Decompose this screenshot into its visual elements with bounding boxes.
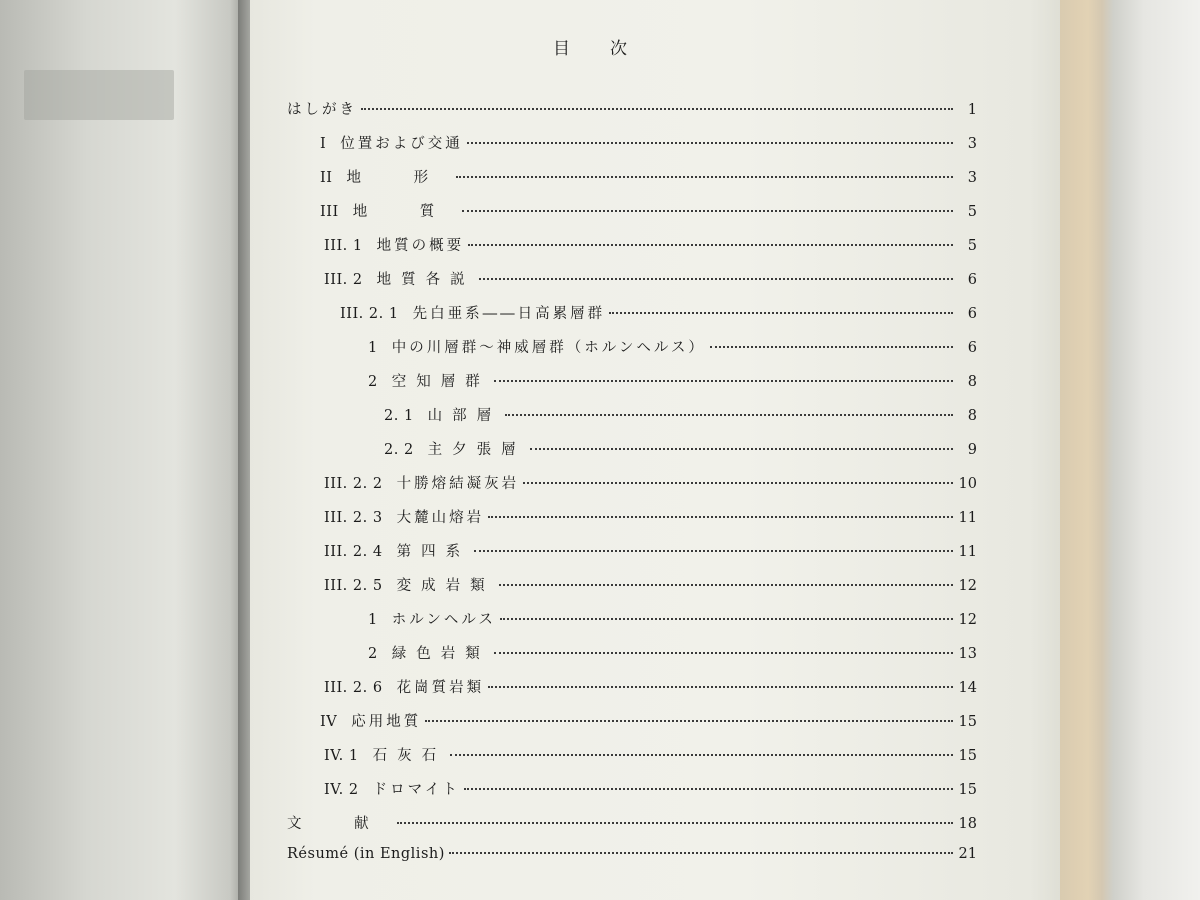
toc-entry-number: III. 2. 6: [324, 680, 383, 696]
dot-leader: [530, 448, 953, 450]
toc-entry-number: III. 2. 2: [324, 476, 383, 492]
toc-entry: [287, 370, 977, 404]
dot-leader: [710, 346, 953, 348]
toc-entry: [287, 200, 977, 234]
toc-entry-title: 地 質: [352, 204, 459, 220]
left-page-marking: [24, 70, 174, 120]
toc-entry-number: 1: [368, 612, 378, 628]
toc-entry-page: 11: [958, 544, 977, 560]
left-page: [0, 0, 250, 900]
toc-entry-title: 中の川層群〜神威層群（ホルンヘルス）: [391, 340, 706, 356]
toc-entry-page: 3: [967, 136, 977, 152]
toc-entry: [287, 846, 977, 880]
toc-entry-number: III. 1: [324, 238, 363, 254]
dot-leader: [523, 482, 953, 484]
toc-entry-number: I: [320, 136, 327, 152]
toc-entry-page: 6: [967, 340, 977, 356]
toc-entry-number: III. 2: [324, 272, 363, 288]
toc-entry-number: III: [320, 204, 339, 220]
toc-entry-title: 文 献: [287, 816, 393, 832]
dot-leader: [397, 822, 953, 824]
toc-entry-title: 石灰石: [372, 748, 447, 764]
toc-entry-number: 2. 2: [384, 442, 414, 458]
dot-leader: [488, 686, 953, 688]
dot-leader: [505, 414, 953, 416]
toc-entry: [287, 642, 977, 676]
toc-entry-page: 1: [967, 102, 977, 118]
dot-leader: [361, 108, 953, 110]
toc-entry-page: 3: [967, 170, 977, 186]
toc-entry-number: 1: [368, 340, 378, 356]
toc-entry-page: 18: [958, 816, 977, 832]
toc-entry-page: 11: [958, 510, 977, 526]
toc-entry: [287, 336, 977, 370]
dot-leader: [450, 754, 953, 756]
dot-leader: [462, 210, 953, 212]
toc-entry-title: 位置および交通: [340, 136, 463, 152]
toc-entry-title: 地 形: [346, 170, 453, 186]
toc-entry-page: 10: [958, 476, 977, 492]
toc-entry-number: III. 2. 5: [324, 578, 383, 594]
toc-entry-page: 15: [958, 748, 977, 764]
page-edge-stack: [1060, 0, 1200, 900]
dot-leader: [499, 584, 953, 586]
toc-entry-title: 地質の概要: [376, 238, 465, 254]
toc-entry-title: 先白亜系――日高累層群: [412, 306, 606, 322]
toc-entry-number: IV. 1: [324, 748, 359, 764]
toc-entry: [287, 710, 977, 744]
toc-entry: [287, 540, 977, 574]
dot-leader: [494, 380, 953, 382]
toc-entry-title: Résumé (in English): [287, 846, 445, 862]
toc-entry-page: 12: [958, 578, 977, 594]
dot-leader: [456, 176, 953, 178]
toc-entry-title: 応用地質: [351, 714, 422, 730]
toc-entry-page: 14: [958, 680, 977, 696]
dot-leader: [464, 788, 953, 790]
toc-entry-number: IV. 2: [324, 782, 359, 798]
toc-page: [250, 0, 1070, 900]
toc-entry-page: 8: [967, 408, 977, 424]
toc-entry-title: 地質各説: [376, 272, 475, 288]
dot-leader: [474, 550, 953, 552]
toc-entry: [287, 778, 977, 812]
toc-entry-number: III. 2. 4: [324, 544, 383, 560]
toc-entry: [287, 234, 977, 268]
dot-leader: [449, 852, 953, 854]
toc-entry-title: 花崗質岩類: [396, 680, 485, 696]
toc-entry: [287, 608, 977, 642]
toc-entry-number: IV: [320, 714, 338, 730]
toc-entry-page: 15: [958, 782, 977, 798]
toc-entry: [287, 438, 977, 472]
toc-entry: [287, 812, 977, 846]
toc-entry-page: 21: [958, 846, 977, 862]
toc-entry-page: 13: [958, 646, 977, 662]
toc-entry: [287, 472, 977, 506]
toc-entry: [287, 404, 977, 438]
dot-leader: [609, 312, 953, 314]
toc-entry-title: 主夕張層: [427, 442, 526, 458]
dot-leader: [488, 516, 953, 518]
toc-entry-page: 5: [967, 204, 977, 220]
toc-entry: [287, 574, 977, 608]
toc-entry-page: 12: [958, 612, 977, 628]
toc-entry-title: はしがき: [287, 102, 357, 118]
toc-entry: [287, 98, 977, 132]
toc-entry-number: III. 2. 1: [340, 306, 399, 322]
toc-entry-number: III. 2. 3: [324, 510, 383, 526]
toc-entry-number: II: [320, 170, 333, 186]
toc-entry-title: 山部層: [427, 408, 502, 424]
toc-entry: [287, 132, 977, 166]
toc-entry-number: 2: [368, 374, 378, 390]
toc-entry-title: 大麓山熔岩: [396, 510, 485, 526]
toc-entry-number: 2: [368, 646, 378, 662]
toc-entry-title: ドロマイト: [372, 782, 460, 798]
toc-entry-title: 変成岩類: [396, 578, 495, 594]
toc-entry: [287, 166, 977, 200]
dot-leader: [494, 652, 953, 654]
toc-entry: [287, 506, 977, 540]
dot-leader: [468, 244, 953, 246]
toc-entry-number: 2. 1: [384, 408, 414, 424]
toc-entry-title: 緑色岩類: [391, 646, 490, 662]
dot-leader: [500, 618, 953, 620]
toc-entry-page: 9: [967, 442, 977, 458]
toc-entry: [287, 676, 977, 710]
toc-entry-title: ホルンヘルス: [391, 612, 496, 628]
toc-entry: [287, 744, 977, 778]
toc-entry-page: 8: [967, 374, 977, 390]
toc-entry-page: 5: [967, 238, 977, 254]
toc-entry-page: 15: [958, 714, 977, 730]
toc-entry: [287, 268, 977, 302]
dot-leader: [479, 278, 953, 280]
toc-entry-title: 第四系: [396, 544, 471, 560]
toc-entry-page: 6: [967, 272, 977, 288]
toc-list: [287, 98, 977, 880]
dot-leader: [425, 720, 953, 722]
toc-entry-title: 空知層群: [391, 374, 490, 390]
dot-leader: [467, 142, 953, 144]
toc-entry-title: 十勝熔結凝灰岩: [396, 476, 520, 492]
toc-heading: 目次: [553, 39, 667, 59]
toc-entry-page: 6: [967, 306, 977, 322]
toc-entry: [287, 302, 977, 336]
